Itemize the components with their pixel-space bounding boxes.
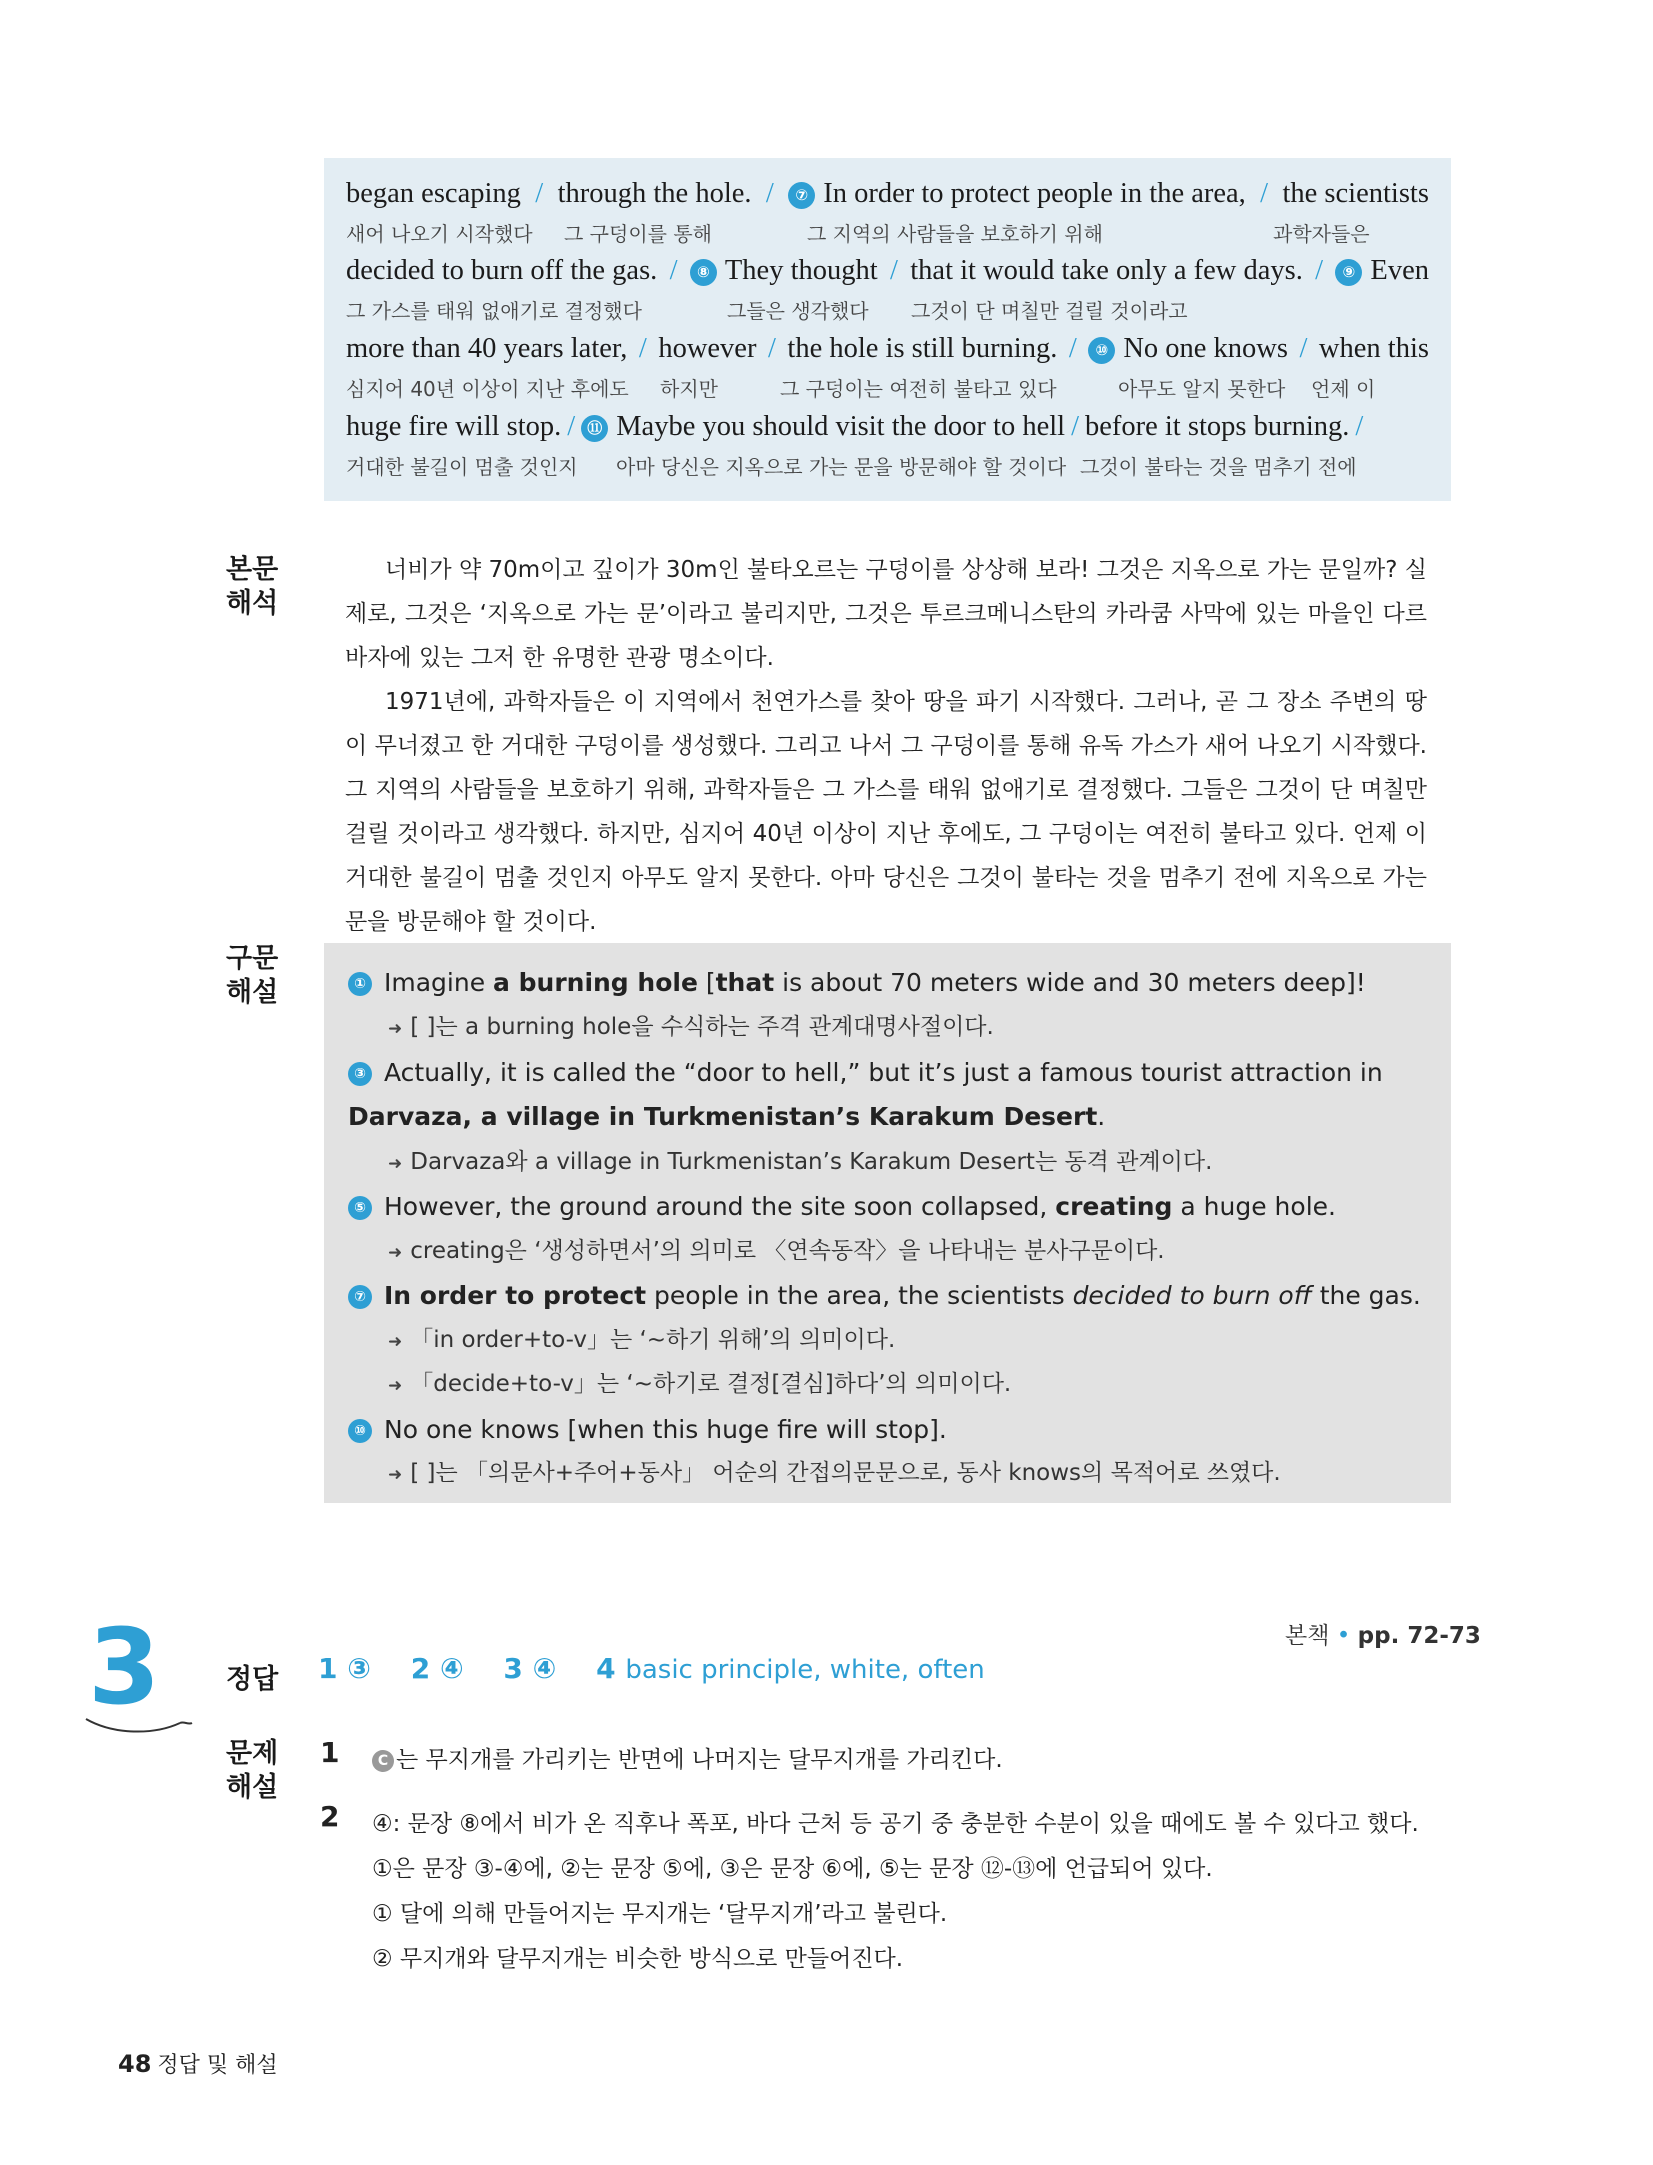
- korean-line: [346, 218, 1429, 248]
- english-chunk: huge fire will stop.: [346, 411, 562, 442]
- label-line: 구문: [226, 943, 279, 974]
- translation-row: [346, 333, 1429, 403]
- label-line: 해설: [226, 1772, 279, 1803]
- translation-box: [324, 158, 1451, 501]
- label-line: 해설: [226, 977, 279, 1008]
- slash-separator: /: [1355, 411, 1364, 442]
- arrow-icon: ➜: [388, 1243, 403, 1263]
- segment: is about 70 meters wide and 30 meters deep]!: [774, 968, 1366, 997]
- segment-italic: decided to burn off: [1072, 1281, 1312, 1310]
- korean-chunk: 심지어 40년 이상이 지난 후에도: [346, 377, 629, 401]
- grammar-item: [348, 1274, 1427, 1318]
- english-text: Maybe you should visit the door to hell: [616, 411, 1066, 442]
- section-number: [88, 1606, 198, 1745]
- label-line: 문제: [226, 1738, 279, 1769]
- grammar-note: [388, 1364, 1011, 1406]
- paragraph: 1971년에, 과학자들은 이 지역에서 천연가스를 찾아 땅을 파기 시작했다. 그러나, 곧 그 장소 주변의 땅이 무너졌고 한 거대한 구덩이를 생성했다. 그리고 나서 그 구덩이를 통해 유독 가스가 새어 나오기 시작했다. 그 지역의 사람들을 보호하기 위해, 과학자들은 그 가스를 태워 없애기로 결정했다. 그들은 그것이 단 며칠만 걸릴 것이라고 생각했다. 하지만, 심지어 40년 이상이 지난 후에도, 그 구덩이는 여전히 불타고 있다. 언제 이 거대한 불길이 멈출 것인지 아무도 알지 못한다. 아마 당신은 그것이 불타는 것을 멈추기 전에 지옥으로 가는 문을 방문해야 할 것이다.: [345, 689, 1427, 935]
- label-line: 해석: [226, 588, 279, 619]
- explanation-line: ①은 문장 ③-④에, ②는 문장 ⑤에, ③은 문장 ⑥에, ⑤는 문장 ⑫-⑬에 언급되어 있다.: [372, 1856, 1213, 1882]
- grammar-note: [388, 1231, 1165, 1273]
- segment: the gas.: [1311, 1281, 1421, 1310]
- slash-separator: /: [890, 255, 898, 286]
- korean-chunk: 거대한 불길이 멈출 것인지: [346, 455, 578, 479]
- note-text: creating은 ‘생성하면서’의 의미로 〈연속동작〉을 나타내는 분사구문이다.: [410, 1238, 1165, 1264]
- english-text: No one knows: [1123, 333, 1288, 364]
- english-line: [346, 333, 1429, 373]
- segment: However, the ground around the site soon collapsed,: [384, 1192, 1056, 1221]
- english-line: [346, 411, 1429, 451]
- english-line: [346, 255, 1429, 295]
- question-number: 2: [320, 1800, 340, 1833]
- korean-chunk: 그것이 불타는 것을 멈추기 전에: [1080, 455, 1357, 479]
- segment: .: [1097, 1102, 1106, 1131]
- english-chunk: [788, 178, 1246, 210]
- slash-separator: /: [1071, 411, 1079, 442]
- grammar-sentence: No one knows [when this huge fire will stop].: [384, 1415, 947, 1444]
- grammar-note: [388, 1142, 1212, 1184]
- arrow-icon: ➜: [388, 1019, 403, 1039]
- segment: [: [697, 968, 716, 997]
- section-number-text: 3: [88, 1606, 161, 1728]
- english-text: They thought: [724, 255, 878, 286]
- sentence-number-badge: ⑧: [690, 259, 717, 286]
- segment: a huge hole.: [1172, 1192, 1336, 1221]
- grammar-sentence: [384, 1281, 1421, 1310]
- slash-separator: /: [1315, 255, 1324, 286]
- korean-chunk: 아무도 알지 못한다: [1118, 377, 1286, 401]
- sentence-number-badge: ③: [348, 1062, 372, 1086]
- korean-chunk: 아마 당신은 지옥으로 가는 문을 방문해야 할 것이다: [616, 455, 1067, 479]
- grammar-item: [348, 1051, 1427, 1139]
- grammar-note: [388, 1320, 895, 1362]
- korean-line: [346, 373, 1429, 403]
- sentence-number-badge: ⑦: [348, 1285, 372, 1309]
- slash-separator: /: [638, 333, 647, 364]
- arrow-icon: ➜: [388, 1376, 403, 1396]
- english-chunk: through the hole.: [557, 178, 752, 209]
- korean-chunk: 그 구덩이를 통해: [564, 222, 712, 246]
- english-chunk: [1335, 255, 1429, 287]
- grammar-item: [348, 961, 1427, 1005]
- answer-qnum: 1: [318, 1652, 338, 1685]
- page-ref-pages: pp. 72-73: [1357, 1623, 1481, 1649]
- answer-list: [318, 1652, 1015, 1685]
- answer-qnum: 2: [410, 1652, 431, 1685]
- segment-bold: that: [715, 968, 775, 997]
- english-chunk: before it stops burning.: [1084, 411, 1350, 442]
- english-chunk: [581, 411, 1065, 443]
- note-text: Darvaza와 a village in Turkmenistan’s Karakum Desert는 동격 관계이다.: [410, 1149, 1213, 1175]
- translation-row: [346, 255, 1429, 325]
- translation-paragraphs: [345, 548, 1427, 944]
- grammar-note: [388, 1007, 994, 1049]
- segment: Imagine: [384, 968, 494, 997]
- korean-chunk: 새어 나오기 시작했다: [346, 222, 533, 246]
- sentence-number-badge: ⑦: [788, 182, 815, 209]
- translation-row: [346, 411, 1429, 481]
- english-line: [346, 178, 1429, 218]
- english-chunk: more than 40 years later,: [346, 333, 628, 364]
- sentence-number-badge: ⑨: [1335, 259, 1362, 286]
- korean-chunk: 과학자들은: [1273, 222, 1370, 246]
- english-chunk: decided to burn off the gas.: [346, 255, 658, 286]
- explanation-line: ④: 문장 ⑧에서 비가 온 직후나 폭포, 바다 근처 등 공기 중 충분한 수분이 있을 때에도 볼 수 있다고 했다.: [372, 1811, 1419, 1837]
- sentence-number-badge: ⑩: [1088, 337, 1115, 364]
- swoosh-icon: [84, 1713, 194, 1743]
- answer-value: ④: [532, 1652, 557, 1685]
- slash-separator: /: [1068, 333, 1077, 364]
- korean-line: [346, 295, 1429, 325]
- answer-value: basic principle, white, often: [625, 1655, 985, 1685]
- korean-chunk: 하지만: [660, 377, 718, 401]
- english-chunk: the scientists: [1282, 178, 1429, 209]
- paragraph: 너비가 약 70m이고 깊이가 30m인 불타오르는 구덩이를 상상해 보라! 그것은 지옥으로 가는 문일까? 실제로, 그것은 ‘지옥으로 가는 문’이라고 불리지만, 그것은 투르크메니스탄의 카라쿰 사막에 있는 마을인 다르바자에 있는 그저 한 유명한 관광 명소이다.: [345, 557, 1427, 671]
- page-reference: [1285, 1617, 1481, 1650]
- answer-qnum: 4: [596, 1652, 616, 1685]
- grammar-item: [348, 1185, 1427, 1229]
- bonmun-label: [226, 553, 306, 621]
- english-chunk: when this: [1318, 333, 1429, 364]
- korean-chunk: 그 가스를 태워 없애기로 결정했다: [346, 299, 642, 323]
- note-text: 「decide+to-v」는 ‘~하기로 결정[결심]하다’의 의미이다.: [410, 1371, 1012, 1397]
- slash-separator: /: [567, 411, 576, 442]
- slash-separator: /: [1299, 333, 1308, 364]
- segment-bold: Darvaza, a village in Turkmenistan’s Karakum Desert: [348, 1102, 1098, 1131]
- korean-chunk: 언제 이: [1311, 377, 1376, 401]
- segment-bold: a burning hole: [493, 968, 698, 997]
- gumun-label: [226, 942, 306, 1010]
- question-number: 1: [320, 1736, 340, 1769]
- explanation-line: ② 무지개와 달무지개는 비슷한 방식으로 만들어진다.: [372, 1946, 904, 1972]
- translation-row: [346, 178, 1429, 248]
- korean-chunk: 그 지역의 사람들을 보호하기 위해: [807, 222, 1103, 246]
- slash-separator: /: [1260, 178, 1269, 209]
- answer-value: ③: [347, 1652, 371, 1685]
- explanation-line: ① 달에 의해 만들어지는 무지개는 ‘달무지개’라고 불린다.: [372, 1901, 948, 1927]
- answer-label: 정답: [226, 1664, 279, 1695]
- sentence-number-badge: ⑪: [581, 415, 608, 442]
- grammar-box: [324, 943, 1451, 1503]
- slash-separator: /: [765, 178, 774, 209]
- footer-title: 정답 및 해설: [157, 2053, 278, 2078]
- korean-chunk: 그 구덩이는 여전히 불타고 있다: [780, 377, 1057, 401]
- english-chunk: [690, 255, 878, 287]
- question-explanation: [372, 1741, 1003, 1774]
- note-text: 「in order+to-v」는 ‘~하기 위해’의 의미이다.: [410, 1327, 896, 1353]
- answer-value: ④: [439, 1652, 464, 1685]
- english-chunk: however: [658, 333, 757, 364]
- page-number: 48: [118, 2050, 152, 2078]
- grammar-sentence: [384, 1192, 1336, 1221]
- grammar-sentence: [348, 1058, 1383, 1131]
- arrow-icon: ➜: [388, 1332, 403, 1352]
- note-text: [ ]는 a burning hole을 수식하는 주격 관계대명사절이다.: [410, 1014, 994, 1040]
- slash-separator: /: [767, 333, 776, 364]
- bullet-icon: •: [1336, 1623, 1351, 1649]
- answer-item: [411, 1652, 464, 1685]
- sentence-number-badge: ⑤: [348, 1196, 372, 1220]
- english-text: Even: [1370, 255, 1429, 286]
- explanation-text: 는 무지개를 가리키는 반면에 나머지는 달무지개를 가리킨다.: [396, 1747, 1003, 1773]
- sentence-number-badge: ⑩: [348, 1419, 372, 1443]
- korean-line: [346, 451, 1429, 481]
- segment-bold: In order to protect: [384, 1281, 647, 1310]
- answer-item: [596, 1652, 985, 1685]
- label-line: 본문: [226, 554, 279, 585]
- note-text: [ ]는 「의문사+주어+동사」 어순의 간접의문문으로, 동사 knows의 목적어로 쓰였다.: [410, 1460, 1281, 1486]
- english-chunk: that it would take only a few days.: [910, 255, 1303, 286]
- arrow-icon: ➜: [388, 1465, 403, 1485]
- segment-bold: creating: [1055, 1192, 1173, 1221]
- letter-c-icon: C: [372, 1750, 394, 1772]
- answer-item: [318, 1652, 371, 1685]
- english-text: In order to protect people in the area,: [823, 178, 1246, 209]
- grammar-sentence: [384, 968, 1366, 997]
- answer-item: [503, 1652, 556, 1685]
- arrow-icon: ➜: [388, 1154, 403, 1174]
- korean-chunk: 그것이 단 며칠만 걸릴 것이라고: [911, 299, 1188, 323]
- page-ref-prefix: 본책: [1285, 1623, 1330, 1649]
- english-chunk: [1088, 333, 1288, 365]
- grammar-note: [388, 1453, 1281, 1495]
- slash-separator: /: [535, 178, 544, 209]
- sentence-number-badge: ①: [348, 972, 372, 996]
- korean-chunk: 그들은 생각했다: [727, 299, 869, 323]
- page-footer: [118, 2048, 278, 2079]
- munje-label: [226, 1737, 306, 1805]
- segment: people in the area, the scientists: [646, 1281, 1073, 1310]
- slash-separator: /: [669, 255, 678, 286]
- english-chunk: began escaping: [346, 178, 521, 209]
- english-chunk: the hole is still burning.: [787, 333, 1058, 364]
- grammar-item: [348, 1408, 1427, 1452]
- segment: Actually, it is called the “door to hell,” but it’s just a famous tourist attraction in: [384, 1058, 1383, 1087]
- answer-qnum: 3: [503, 1652, 523, 1685]
